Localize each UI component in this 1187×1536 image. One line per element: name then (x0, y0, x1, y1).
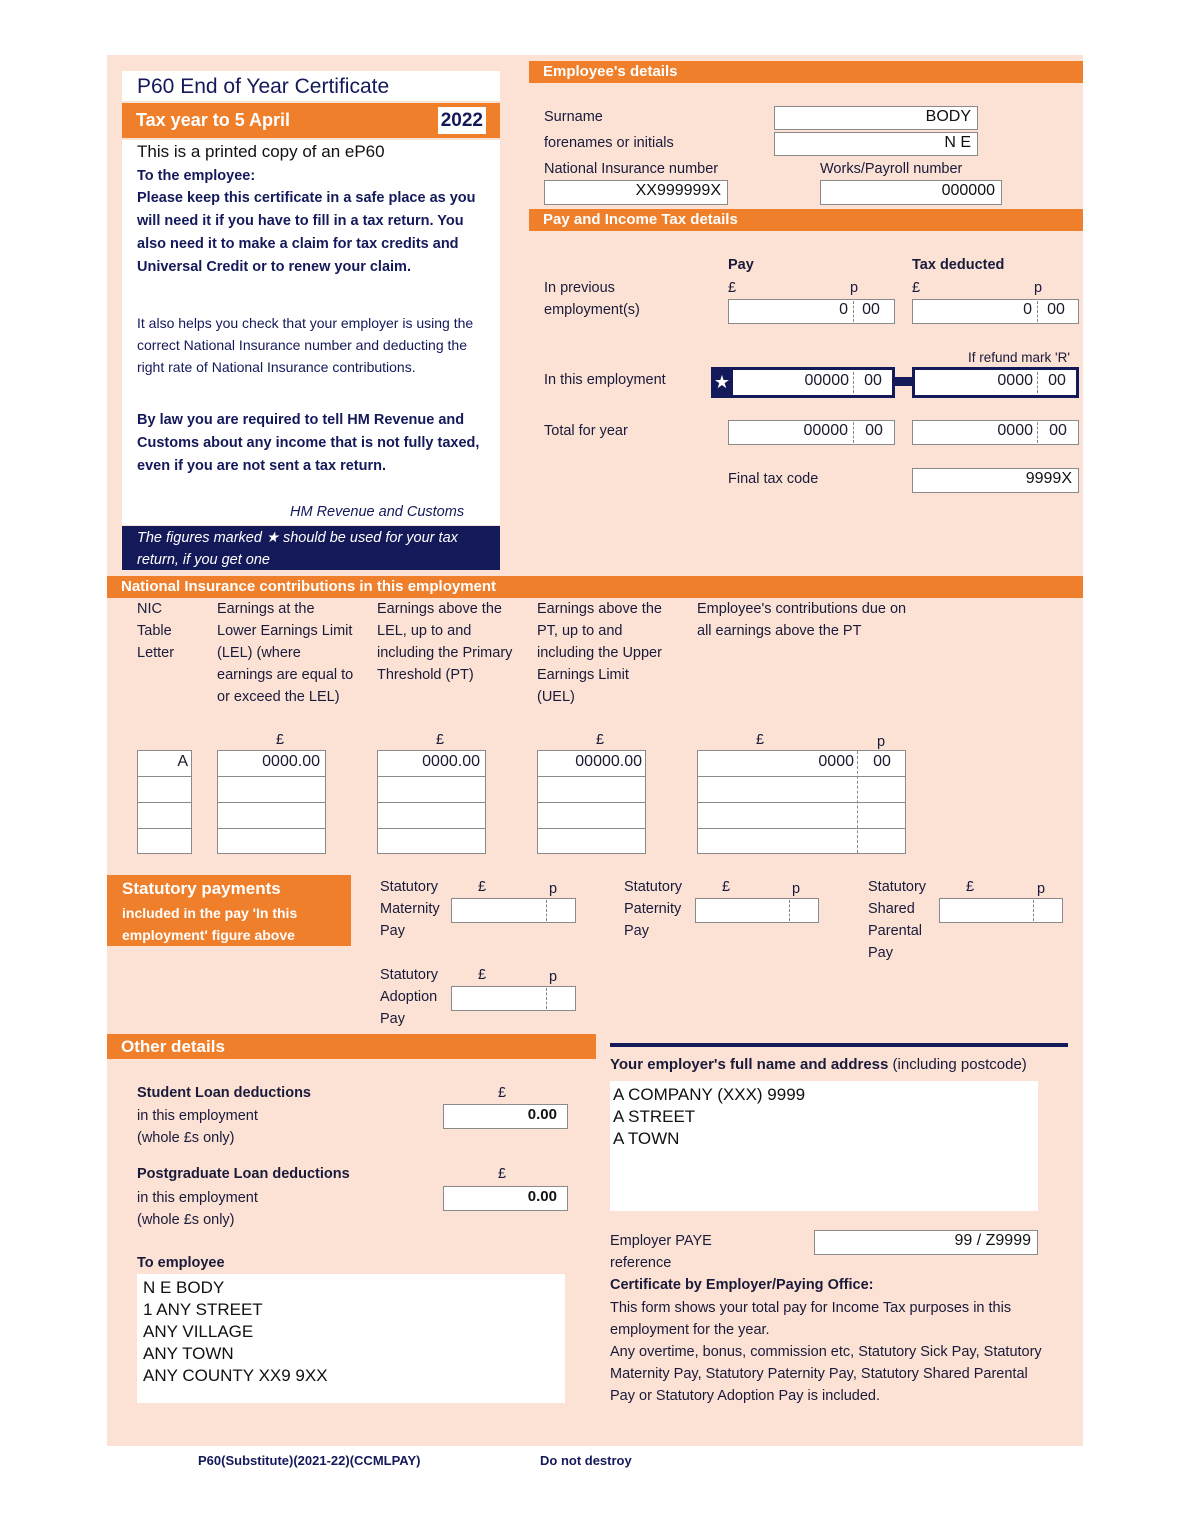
employer-address-line: A COMPANY (XXX) 9999 (613, 1085, 806, 1104)
final-tax-code-label: Final tax code (728, 471, 819, 487)
employer-heading (610, 1054, 1027, 1076)
maternity-divider (546, 900, 547, 921)
student-loan-sub1: in this employment (137, 1108, 258, 1124)
shared-parental-divider (1033, 900, 1034, 921)
employee-address-line: ANY VILLAGE (143, 1322, 254, 1341)
nic-col-pt: Earnings above the LEL, up to and including the Primary Threshold (PT) (377, 601, 513, 683)
nic-divider (137, 828, 192, 829)
employer-address-line: A TOWN (613, 1129, 680, 1148)
postgrad-loan-sub1: in this employment (137, 1190, 258, 1206)
nic-divider (137, 776, 192, 777)
nic-divider (697, 802, 906, 803)
this-pay-divider (853, 372, 854, 393)
nic-pence-divider (857, 751, 858, 853)
this-pay-pounds: 00000 (804, 372, 849, 389)
other-details-heading: Other details (107, 1034, 596, 1059)
printed-copy-note: This is a printed copy of an eP60 (137, 142, 385, 161)
tax-year-value: 2022 (438, 107, 486, 134)
this-tax-pence: 00 (1048, 372, 1066, 389)
maternity-field[interactable] (451, 898, 576, 923)
pay-tax-heading: Pay and Income Tax details (529, 209, 1083, 231)
nic-divider (537, 802, 646, 803)
postgrad-loan-pound: £ (498, 1166, 507, 1182)
nic-contrib-pound: £ (756, 732, 765, 748)
total-pay-pence: 00 (865, 422, 883, 439)
hmrc-signoff: HM Revenue and Customs (290, 504, 465, 520)
paternity-divider (789, 900, 790, 921)
nic-col-letter: NIC Table Letter (137, 601, 175, 661)
nic-uel-pound: £ (596, 732, 605, 748)
employee-address-line: 1 ANY STREET (143, 1300, 263, 1319)
refund-mark-label: If refund mark 'R' (968, 350, 1070, 365)
paternity-pound: £ (722, 879, 731, 895)
employee-address-line: N E BODY (143, 1278, 225, 1297)
tax-column-label: Tax deducted (912, 257, 1005, 273)
ni-number-label: National Insurance number (544, 161, 719, 177)
tax-pence-sign: p (1034, 280, 1043, 296)
maternity-pound: £ (478, 879, 487, 895)
surname-field[interactable]: BODY (774, 106, 978, 130)
postgrad-loan-label: Postgraduate Loan deductions (137, 1166, 350, 1182)
payroll-number-field[interactable]: 000000 (820, 180, 1002, 205)
statutory-subheading: included in the pay 'In this employment' figure above (122, 905, 298, 943)
pay-tax-connector (895, 377, 912, 386)
certificate-text-1: This form shows your total pay for Income Tax purposes in this employment for the year. (610, 1300, 1012, 1338)
postgrad-loan-field[interactable]: 0.00 (443, 1186, 568, 1211)
adoption-divider (546, 988, 547, 1009)
shared-parental-pound: £ (966, 879, 975, 895)
nic-divider (537, 776, 646, 777)
title-box (122, 71, 500, 101)
adoption-pound: £ (478, 967, 487, 983)
employer-address-box (610, 1081, 1038, 1211)
paye-reference-field[interactable]: 99 / Z9999 (814, 1230, 1038, 1255)
student-loan-field[interactable]: 0.00 (443, 1104, 568, 1129)
star-icon: ★ (713, 372, 731, 392)
nic-pt-value: 0000.00 (422, 753, 480, 770)
employer-heading-rest: (including postcode) (888, 1056, 1027, 1073)
tax-year-label: Tax year to 5 April (136, 110, 291, 130)
nic-contrib-pence: p (877, 734, 886, 750)
total-tax-divider (1037, 422, 1038, 443)
employer-heading-bold: Your employer's full name and address (610, 1056, 889, 1073)
this-tax-pounds: 0000 (997, 372, 1033, 389)
student-loan-sub2: (whole £s only) (137, 1130, 235, 1146)
nic-uel-value: 00000.00 (575, 753, 642, 770)
total-pay-divider (853, 422, 854, 443)
total-tax-pence: 00 (1049, 422, 1067, 439)
this-pay-pence: 00 (864, 372, 882, 389)
employer-rule (610, 1043, 1068, 1047)
adoption-pence: p (549, 969, 558, 985)
this-employment-label: In this employment (544, 372, 666, 388)
certificate-heading: Certificate by Employer/Paying Office: (610, 1277, 874, 1293)
paternity-field[interactable] (695, 898, 819, 923)
employee-note-para2: It also helps you check that your employer is using the correct National Insurance number and deducting the right rate of National Insurance contributions. (137, 315, 474, 375)
form-reference: P60(Substitute)(2021-22)(CCMLPAY) (198, 1453, 421, 1468)
payroll-number-label: Works/Payroll number (820, 161, 963, 177)
total-year-label: Total for year (544, 423, 628, 439)
do-not-destroy: Do not destroy (540, 1453, 632, 1468)
forenames-label: forenames or initials (544, 135, 674, 151)
nic-divider (377, 776, 486, 777)
nic-divider (537, 828, 646, 829)
maternity-label: Statutory Maternity Pay (380, 879, 440, 939)
paternity-pence: p (792, 881, 801, 897)
employee-address-box (137, 1274, 565, 1403)
nic-lel-value: 0000.00 (262, 753, 320, 770)
statutory-heading-box (107, 875, 351, 946)
employee-address-line: ANY TOWN (143, 1344, 234, 1363)
previous-employment-label: In previous employment(s) (544, 280, 640, 318)
nic-col-contrib: Employee's contributions due on all earnings above the PT (697, 601, 907, 639)
employer-address (613, 1084, 805, 1150)
adoption-label: Statutory Adoption Pay (380, 967, 439, 1027)
shared-parental-field[interactable] (939, 898, 1063, 923)
nic-divider (137, 802, 192, 803)
page-title: P60 End of Year Certificate (137, 75, 390, 98)
nic-col-lel: Earnings at the Lower Earnings Limit (LEL) (where earnings are equal to or exceed the LEL) (217, 601, 354, 705)
nic-divider (217, 776, 326, 777)
statutory-heading: Statutory payments (122, 879, 281, 898)
to-employee-label: To employee (137, 1255, 225, 1271)
adoption-field[interactable] (451, 986, 576, 1011)
previous-tax-pence: 00 (1047, 301, 1065, 318)
student-loan-pound: £ (498, 1085, 507, 1101)
final-tax-code-field[interactable]: 9999X (912, 468, 1079, 493)
pay-pence-sign: p (850, 280, 859, 296)
nic-divider (697, 776, 906, 777)
nic-divider (217, 802, 326, 803)
previous-pay-pence: 00 (862, 301, 880, 318)
nic-contrib-pence-value: 00 (873, 753, 891, 770)
previous-pay-divider (853, 301, 854, 322)
pay-column-label: Pay (728, 257, 754, 273)
nic-divider (217, 828, 326, 829)
ni-number-field[interactable]: XX999999X (544, 180, 728, 205)
nic-heading: National Insurance contributions in this employment (107, 576, 1083, 598)
certificate-text-2: Any overtime, bonus, commission etc, Statutory Sick Pay, Statutory Maternity Pay, Statutory Paternity Pay, Statutory Shared Parental Pay or Statutory Adoption Pay is included. (610, 1344, 1042, 1404)
employee-address-line: ANY COUNTY XX9 9XX (143, 1366, 328, 1385)
previous-tax-pounds: 0 (1023, 301, 1032, 318)
shared-parental-pence: p (1037, 881, 1046, 897)
employee-address (143, 1277, 328, 1387)
student-loan-label: Student Loan deductions (137, 1085, 311, 1101)
nic-pt-pound: £ (436, 732, 445, 748)
star-note-box (122, 526, 500, 570)
employee-note-para1: Please keep this certificate in a safe place as you will need it if you have to fill in a tax return. You also need it to make a claim for tax credits and Universal Credit or to renew your claim. (137, 190, 476, 275)
pay-pound-sign: £ (728, 280, 737, 296)
forenames-field[interactable]: N E (774, 132, 978, 156)
surname-label: Surname (544, 109, 603, 125)
nic-contrib-pounds: 0000 (818, 753, 854, 770)
nic-divider (697, 828, 906, 829)
nic-letter-value: A (177, 753, 188, 770)
total-pay-pounds: 00000 (803, 422, 848, 439)
star-note: The figures marked ★ should be used for your tax return, if you get one (137, 530, 458, 568)
employee-details-heading: Employee's details (529, 61, 1083, 83)
shared-parental-label: Statutory Shared Parental Pay (868, 879, 927, 961)
total-tax-pounds: 0000 (997, 422, 1033, 439)
employer-address-line: A STREET (613, 1107, 696, 1126)
postgrad-loan-sub2: (whole £s only) (137, 1212, 235, 1228)
employee-note-heading: To the employee: (137, 168, 256, 184)
paternity-label: Statutory Paternity Pay (624, 879, 683, 939)
nic-divider (377, 828, 486, 829)
previous-pay-pounds: 0 (839, 301, 848, 318)
previous-tax-divider (1037, 301, 1038, 322)
tax-year-bar (122, 103, 500, 138)
tax-pound-sign: £ (912, 280, 921, 296)
employee-note-para3: By law you are required to tell HM Revenue and Customs about any income that is not fully taxed, even if you are not sent a tax return. (137, 412, 480, 474)
nic-col-uel: Earnings above the PT, up to and including the Upper Earnings Limit (UEL) (537, 601, 662, 705)
maternity-pence: p (549, 881, 558, 897)
this-tax-divider (1037, 372, 1038, 393)
paye-reference-label: Employer PAYE reference (610, 1233, 712, 1271)
nic-lel-pound: £ (276, 732, 285, 748)
nic-divider (377, 802, 486, 803)
